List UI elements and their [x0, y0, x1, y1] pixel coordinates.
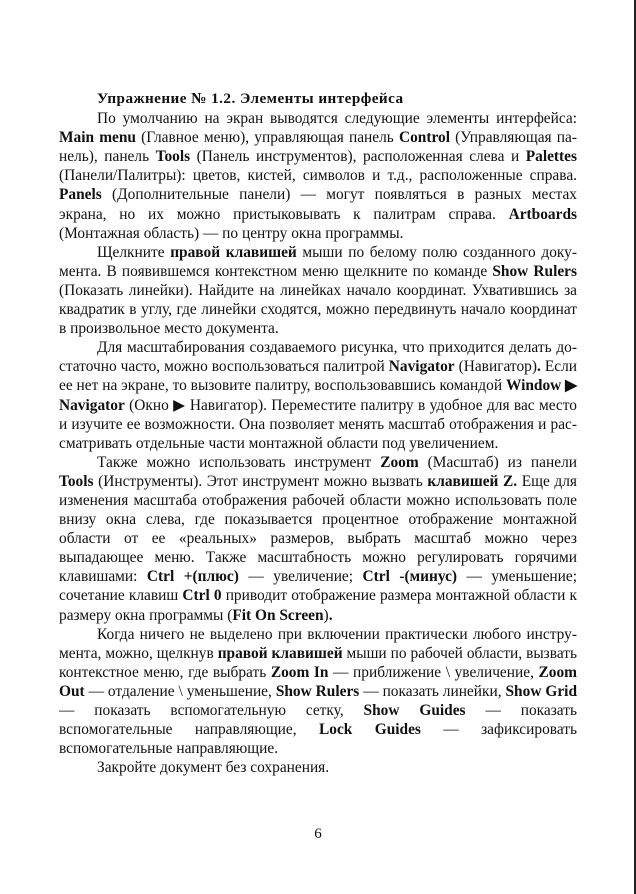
bold-term: Ctrl -(минус) — [362, 568, 458, 586]
bold-term: Control — [398, 129, 450, 147]
bold-term: Zoom Out — [59, 663, 577, 700]
bold-term: Show Guides — [363, 702, 466, 719]
text-run: (Масштаб) из панели — [418, 453, 577, 471]
bold-term: Ctrl 0 — [182, 587, 222, 605]
text-run: (Монтажная область) — по центру окна программы. — [59, 224, 404, 242]
text-run: (Панели/Палитры): цветов, кистей, символов и т.д., расположенные справа. — [59, 167, 577, 185]
bold-term: Show Rulers — [275, 682, 360, 700]
bold-term: правой клавишей — [217, 644, 343, 662]
text-run: (Навигатор) — [454, 358, 537, 376]
paragraph-2 — [59, 243, 577, 338]
bold-term: Show Grid — [505, 682, 578, 700]
bold-term: . — [536, 358, 541, 376]
text-run: Когда ничего не выделено при включении практически любого инструмента, можно, щелкнув — [59, 625, 577, 662]
text-run: — увеличение; — [238, 568, 363, 586]
text-run: приводит отображение размера монтажной области к размеру окна программы ( — [59, 587, 578, 624]
bold-term: правой клавишей — [170, 243, 297, 261]
bold-term: . — [328, 606, 333, 624]
bold-term: Navigator — [388, 358, 455, 376]
paragraph-4 — [59, 453, 577, 625]
bold-term: Fit On Screen — [232, 606, 324, 624]
text-run: (Окно ▶ Навигатор). Переместите палитру в удобное для вас место и изучите ее возможности. Она позволяет менять масштаб отображения и рассматривать отдельные части монтажной области под увеличением. — [59, 396, 577, 452]
page-number: 6 — [314, 826, 322, 842]
bold-term: Ctrl +(плюс) — [146, 568, 239, 586]
text-run: (Показать линейки). Найдите на линейках начало координат. Ухватившись за квадратик в углу, где линейки сходятся, можно передвинуть начало координат в произвольное место документа. — [59, 281, 577, 338]
bold-term: Artboards — [508, 205, 577, 223]
text-run: Для масштабирования создаваемого рисунка, что приходится делать достаточно часто, можно воспользоваться палитрой — [59, 339, 577, 376]
text-run: Щелкните — [97, 243, 171, 261]
text-run: — зафиксировать вспомогательные направляющие. — [59, 721, 578, 758]
paragraphs-container — [59, 109, 577, 777]
bold-term: Palettes — [525, 148, 577, 166]
bold-term: Lock Guides — [318, 721, 421, 739]
bold-term: Window ▶ Navigator — [59, 377, 577, 414]
text-run: Закройте документ без сохранения. — [97, 759, 330, 777]
text-run: — показать линейки, — [359, 682, 506, 700]
text-run: (Инструменты). Этот инструмент можно вызвать — [93, 472, 428, 490]
text-run: — показать вспомогательную сетку, — [59, 702, 364, 719]
bold-term: Panels — [59, 186, 102, 204]
paragraph-1 — [59, 109, 577, 243]
bold-term: Zoom In — [270, 663, 329, 681]
bold-term: Tools — [59, 472, 94, 490]
text-run: — приближение \ увеличение, — [328, 663, 539, 681]
text-run: Если ее нет на экране, то вызовите палитру, воспользовавшись командой — [59, 358, 577, 395]
text-run: Еще для изменения масштаба отображения рабочей области можно использовать поле внизу окна слева, где показывается процентное отображение монтажной области от ее «реальных» размеров, выбрать масштаб можно через выпадающее меню. Также масштабность можно регулировать горячими клавишами: — [59, 472, 577, 586]
paragraph-5 — [59, 625, 577, 759]
text-run: (Управляющая панель), панель — [59, 129, 577, 166]
bold-term: Show Rulers — [492, 262, 577, 280]
bold-term: Tools — [155, 148, 191, 166]
text-run: — отдаление \ уменьшение, — [84, 682, 276, 700]
text-run: ) — [323, 606, 329, 624]
text-run: мыши по рабочей области, вызвать контекстное меню, где выбрать — [59, 644, 577, 681]
text-run: мыши по белому полю созданного документа. В появившемся контекстном меню щелкните по команде — [59, 243, 577, 280]
text-run: (Главное меню), управляющая панель — [135, 129, 399, 147]
paragraph-6 — [59, 758, 577, 777]
text-run: (Панель инструментов), расположенная слева и — [190, 148, 526, 166]
exercise-heading: Упражнение № 1.2. Элементы интерфейса — [97, 90, 404, 107]
text-run: — показать вспомогательные направляющие, — [59, 702, 577, 739]
bold-term: Main menu — [59, 129, 136, 147]
bold-term: Zoom — [380, 453, 419, 471]
text-run: (Дополнительные панели) — могут появляться в разных местах экрана, но их можно пристыковывать к палитрам справа. — [59, 186, 577, 223]
text-run: По умолчанию на экран выводятся следующие элементы интерфейса: — [97, 110, 577, 128]
text-run: Также можно использовать инструмент — [97, 453, 381, 471]
text-run: — уменьшение; сочетание клавиш — [59, 568, 578, 605]
document-body — [59, 89, 577, 777]
bold-term: клавишей Z. — [427, 472, 518, 490]
paragraph-3 — [59, 338, 577, 453]
